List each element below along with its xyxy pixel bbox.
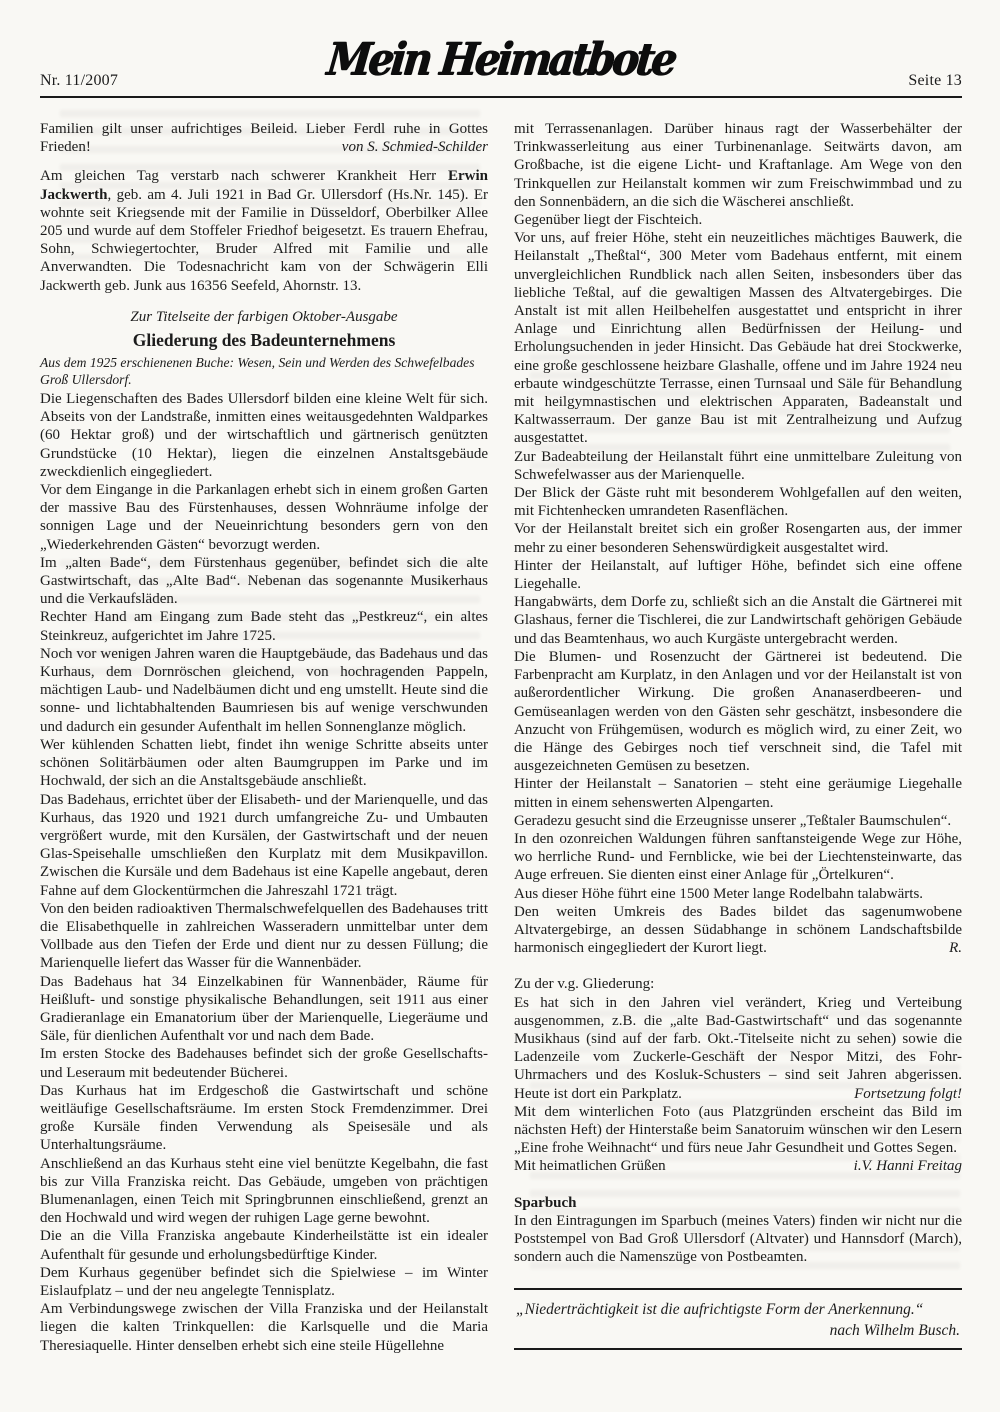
text-segment: Den weiten Umkreis des Bades bildet das sagenumwobene Altvatergebirge, an dessen Südabhange in schönem Landschaftsbilde harmonisch eingegliedert der Kurort liegt. <box>514 903 962 957</box>
text-segment: Sparbuch <box>514 1194 577 1211</box>
text-segment: Aus dem 1925 erschienenen Buche: Wesen, Sein und Werden des Schwefelbades Groß Ullersdorf. <box>40 355 475 387</box>
paragraph <box>514 593 962 648</box>
text-segment: Vor der Heilanstalt breitet sich ein großer Rosengarten aus, der immer mehr zu einer besonderen Sehenswürdigkeit ausgestaltet wird. <box>514 521 962 556</box>
text-segment: Es hat sich in den Jahren viel verändert, Krieg und Verteibung ausgenommen, z.B. die „alte Bad-Gastwirtschaft“ und das sogenannte Musikhaus (sind auf der farb. Okt.-Titelseite nicht zu sehen) sowie die Ladenzeile vom Zuckerle-Geschäft der Nespor Mitzi, des Fohr-Uhrmachers und des Kosluk-Schusters – sind seit Jahren abgerissen. Heute ist dort ein Parkplatz. <box>514 994 962 1102</box>
text-segment: Am gleichen Tag verstarb nach schwerer Krankheit Herr <box>40 168 448 185</box>
text-segment: Zur Titelseite der farbigen Oktober-Ausgabe <box>130 308 398 325</box>
paragraph <box>514 994 962 1103</box>
paragraph <box>514 1103 962 1158</box>
text-segment: Rechter Hand am Eingang zum Bade steht das „Pestkreuz“, ein altes Steinkreuz, aufgerichtet im Jahre 1725. <box>40 609 488 644</box>
text-segment: Vor dem Eingange in die Parkanlagen erhebt sich in einem großen Garten der massive Bau des Fürstenhauses, dessen Wohnräume infolge der sonnigen Lage und der Neueinrichtung besonders gern von den „Wiederkehrenden Gästen“ bevorzugt werden. <box>40 482 488 553</box>
text-segment: Die Liegenschaften des Bades Ullersdorf bilden eine kleine Welt für sich. Abseits von der Landstraße, inmitten eines weitausgedehnten Waldparkes (60 Hektar groß) und der wirtschaftlich und gärtnerisch genützten Grundstücke (10 Hektar), liegen die einzelnen Anstaltsgebäude zweckdienlich eingegliedert. <box>40 391 488 480</box>
paragraph <box>514 903 962 958</box>
paragraph-tail: i.V. Hanni Freitag <box>853 1158 962 1175</box>
text-segment: Gegenüber liegt der Fischteich. <box>514 212 703 229</box>
text-segment: Im „alten Bade“, dem Fürstenhaus gegenüber, befindet sich die alte Gastwirtschaft, das „Alte Bad“. Nebenan das sogenannte Musikerhaus und die Verkaufsläden. <box>40 554 488 608</box>
text-segment: Das Badehaus hat 34 Einzelkabinen für Wannenbäder, Räume für Heißluft- und sonstige physikalische Behandlungen, seit 1911 aus einer Gradieranlage ein Emanatorium über der Marienquelle, Liegeräume und Säle, für dienlichen Aufenthalt vor und nach dem Bade. <box>40 973 488 1045</box>
paragraph <box>40 1264 488 1300</box>
text-segment: Zu der v.g. Gliederung: <box>514 976 655 993</box>
paragraph <box>514 885 962 903</box>
text-segment: Hinter der Heilanstalt, auf luftiger Höhe, befindet sich eine offene Liegehalle. <box>514 557 962 593</box>
text-segment: Am Verbindungswege zwischen der Villa Franziska und der Heilanstalt liegen die kalten Trinkquellen: die Karlsquelle und die Maria Theresiaquelle. Hinter denselben erhebt sich eine steile Hügellehne <box>40 1301 488 1354</box>
text-segment: Hangabwärts, dem Dorfe zu, schließt sich an die Anstalt die Gärtnerei mit Glashaus, ferner die Tischlerei, die zur Landwirtschaft gehörigen Gebäude und das Beamtenhaus, wo auch Kurgäste untergebracht werden. <box>514 594 962 647</box>
text-segment: In den ozonreichen Waldungen führen sanftansteigende Wege zur Höhe, wo herrliche Rund- und Fernblicke, wie bei der Liechtensteinwarte, das Auge erfreuen. Sie dienten einst einer Anlage für „Örtelkuren“. <box>514 830 962 884</box>
subsection-heading <box>514 1194 962 1212</box>
paragraph <box>514 648 962 775</box>
section-kicker <box>40 308 488 326</box>
masthead-logo: Mein Heimatbote <box>324 33 678 86</box>
paragraph <box>514 775 962 811</box>
paragraph <box>40 791 488 900</box>
right-column <box>514 120 962 1355</box>
text-segment: mit Terrassenanlagen. Darüber hinaus ragt der Wasserbehälter der Trinkwasserleitung aus einer Turbinenanlage. Seitwärts davon, am Großbache, ist die eigene Licht- und Kraftanlage. Am Wege von den Trinkquellen zur Heilanstalt kommen wir zum Freischwimmbad und zu den Sonnenbädern, an die sich die Wäscherei anschließt. <box>514 121 962 210</box>
paragraph <box>514 1212 962 1267</box>
text-segment: Mit heimatlichen Grüßen <box>514 1158 666 1175</box>
paragraph <box>40 645 488 736</box>
text-segment: Erwin Jackwerth <box>40 168 488 203</box>
text-segment: Hinter der Heilanstalt – Sanatorien – steht eine geräumige Liegehalle mitten in einem sehenswerten Alpengarten. <box>514 776 962 811</box>
paragraph <box>514 229 962 447</box>
text-segment: Noch vor wenigen Jahren waren die Hauptgebäude, das Badehaus und das Kurhaus, dem Dornröschen gleichend, von hochragenden Pappeln, mächtigen Laub- und Nadelbäumen dicht und eng umstellt. Heute sind die sonne- und lichtabhaltenden Baumriesen bis auf wenige verschwunden und dadurch ein gesunder Aufenthalt im hellen Sonnenglanze möglich. <box>40 645 488 735</box>
paragraph <box>514 830 962 885</box>
text-segment: , geb. am 4. Juli 1921 in Bad Gr. Ullersdorf (Hs.Nr. 145). Er wohnte seit Kriegsende mit der Familie in Düsseldorf, Oberbilker Allee 205 und wurde auf dem Stoffeler Friedhof beigesetzt. Es trauern Ehefrau, Sohn, Schwiegertochter, Bruder Alfred mit Familie und alle Anverwandten. Die Todesnachricht kam von der Schwägerin Elli Jackwerth geb. Junk aus 16356 Seefeld, Ahornstr. 13. <box>40 186 488 294</box>
text-segment: Anschließend an das Kurhaus steht eine viel benützte Kegelbahn, die fast bis zur Villa Franziska reicht. Das Gebäude, umgeben von prächtigen Blumenanlagen, einen Teich mit Springbrunnen einschließend, grenzt an den Hochwald und wird wegen der ruhigen Lage gerne bewohnt. <box>40 1155 488 1227</box>
paragraph <box>40 608 488 644</box>
paragraph <box>40 390 488 481</box>
paragraph <box>40 120 488 156</box>
text-segment: Die Blumen- und Rosenzucht der Gärtnerei ist bedeutend. Die Farbenpracht am Kurplatz, in den Anlagen und vor der Heilanstalt ist von außerordentlicher Wirkung. Die großen Ananaserdbeeren- und Gemüseanlagen werden von den Gästen sehr geschätzt, insbesondere die Anzucht von Frühgemüsen, wodurch es möglich wird, zu einer Zeit, wo die Hänge des Gebirges noch tief verschneit sind, die Tafel mit ausgezeichneten Gemüsen zu besetzen. <box>514 648 962 775</box>
paragraph-tail: Fortsetzung folgt! <box>854 1085 962 1102</box>
text-segment: Von den beiden radioaktiven Thermalschwefelquellen des Badehauses tritt die Elisabethquelle in zahlreichen Wasseradern unmittelbar unter dem Vollbade aus den Tiefen der Erde und dient nur zu dessen Füllung; die Marienquelle liefert das Wasser für die Wannenbäder. <box>40 900 488 972</box>
text-segment: Dem Kurhaus gegenüber befindet sich die Spielwiese – im Winter Eislaufplatz – und der neu angelegte Tennisplatz. <box>40 1264 488 1299</box>
footer-quote-box <box>514 1288 962 1350</box>
paragraph <box>514 557 962 593</box>
page-header <box>40 34 962 98</box>
paragraph <box>514 520 962 556</box>
text-segment: Die an die Villa Franziska angebaute Kinderheilstätte ist ein idealer Aufenthalt für gesunde und erholungsbedürftige Kinder. <box>40 1228 488 1263</box>
section-heading <box>40 329 488 351</box>
paragraph <box>40 481 488 554</box>
paragraph <box>40 554 488 609</box>
quote-attribution: nach Wilhelm Busch. <box>829 1322 960 1340</box>
text-segment: Gliederung des Badeunternehmens <box>132 330 396 351</box>
paragraph <box>40 1045 488 1081</box>
page-number: Seite 13 <box>908 72 962 89</box>
paragraph <box>40 1155 488 1228</box>
paragraph <box>40 1227 488 1263</box>
issue-number: Nr. 11/2007 <box>40 72 119 89</box>
text-segment: Vor uns, auf freier Höhe, steht ein neuzeitliches mächtiges Bauwerk, die Heilanstalt „Theßtal“, 300 Meter vom Badehaus entfernt, mit einem unvergleichlichen Rundblick nach allen Seiten, insbesonders über das liebliche Teßtal, auf die gewaltigen Massen des Altvatergebirges. Die Anstalt ist mit allen Heilbehelfen ausgestattet und entspricht in ihrer Anlage und Einrichtung allen Bedürfnissen der Heilung- und Erholungsuchenden in jeder Hinsicht. Das Gebäude hat drei Stockwerke, eine große geschlossene heizbare Glashalle, offene und im Jahre 1924 neu erbaute windgeschützte Terrasse, einen Turnsaal und Säle für Behandlung mit heilgymnastischen und elektrischen Apparaten, Badeanstalt und Kaltwasserraum. Der ganze Bau ist mit Zentralheizung und Aufzug ausgestattet. <box>514 230 962 447</box>
text-segment: Das Badehaus, errichtet über der Elisabeth- und der Marienquelle, und das Kurhaus, das 1920 und 1921 durch umfangreiche Zu- und Umbauten vergrößert wurde, mit den Kursälen, der Gastwirtschaft und der neuen Glas-Speisehalle umschließen den Kurplatz mit dem Musikpavillon. Zwischen die Kursäle und dem Badehaus ist eine Kapelle angebaut, deren Fahne auf dem Glockentürmchen die Jahreszahl 1721 trägt. <box>40 791 488 899</box>
text-segment: Wer kühlenden Schatten liebt, findet ihn wenige Schritte abseits unter schönen Solitärbäumen oder alten Baumgruppen im Parke und im Hochwald, der sich an die Anstaltsgebäude anschließt. <box>40 736 488 790</box>
paragraph-tail: von S. Schmied-Schilder <box>341 139 488 156</box>
quote-line: „Niederträchtigkeit ist die aufrichtigste Form der Anerkennung.“ <box>516 1301 924 1319</box>
text-segment: Im ersten Stocke des Badehauses befindet sich der große Gesellschafts- und Leseraum mit bedeutender Bücherei. <box>40 1046 488 1081</box>
paragraph <box>514 975 962 993</box>
paragraph <box>514 812 962 830</box>
text-segment: Familien gilt unser aufrichtiges Beileid. Lieber Ferdl ruhe in Gottes Frieden! <box>40 121 488 156</box>
left-column <box>40 120 488 1355</box>
paragraph <box>40 900 488 973</box>
paragraph <box>40 973 488 1046</box>
paragraph <box>514 448 962 484</box>
text-segment: Mit dem winterlichen Foto (aus Platzgründen erscheint das Bild im nächsten Heft) der Hinterstaße beim Sanatoruim wünschen wir den Lesern „Eine frohe Weihnacht“ und fürs neue Jahr Gesundheit und Gottes Segen. <box>514 1103 962 1157</box>
paragraph <box>514 484 962 520</box>
paragraph <box>40 1300 488 1355</box>
text-segment: Geradezu gesucht sind die Erzeugnisse unserer „Teßtaler Baumschulen“. <box>514 812 952 829</box>
text-segment: Der Blick der Gäste ruht mit besonderem Wohlgefallen auf den weiten, mit Fichtenhecken umrandeten Rasenflächen. <box>514 485 962 520</box>
paragraph <box>40 167 488 294</box>
paragraph <box>40 1082 488 1155</box>
text-segment: In den Eintragungen im Sparbuch (meines Vaters) finden wir nicht nur die Poststempel von Bad Groß Ullersdorf (Altvater) und Hannsdorf (March), sondern auch die Namenszüge von Postbeamten. <box>514 1212 962 1266</box>
text-segment: Aus dieser Höhe führt eine 1500 Meter lange Rodelbahn talabwärts. <box>514 885 924 902</box>
text-segment: Zur Badeabteilung der Heilanstalt führt eine unmittelbare Zuleitung von Schwefelwasser aus der Marienquelle. <box>514 448 962 483</box>
paragraph <box>40 736 488 791</box>
article-body <box>40 120 962 1355</box>
paragraph <box>514 1157 962 1175</box>
paragraph <box>514 120 962 211</box>
text-segment: Das Kurhaus hat im Erdgeschoß die Gastwirtschaft und schöne weitläufige Gesellschaftsräume. Im ersten Stock Fremdenzimmer. Drei große Kursäle finden Verwendung als Speisesäle und als Unterhaltungsräume. <box>40 1082 488 1154</box>
paragraph <box>514 211 962 229</box>
paragraph-tail: R. <box>949 940 962 957</box>
source-note <box>40 355 488 388</box>
